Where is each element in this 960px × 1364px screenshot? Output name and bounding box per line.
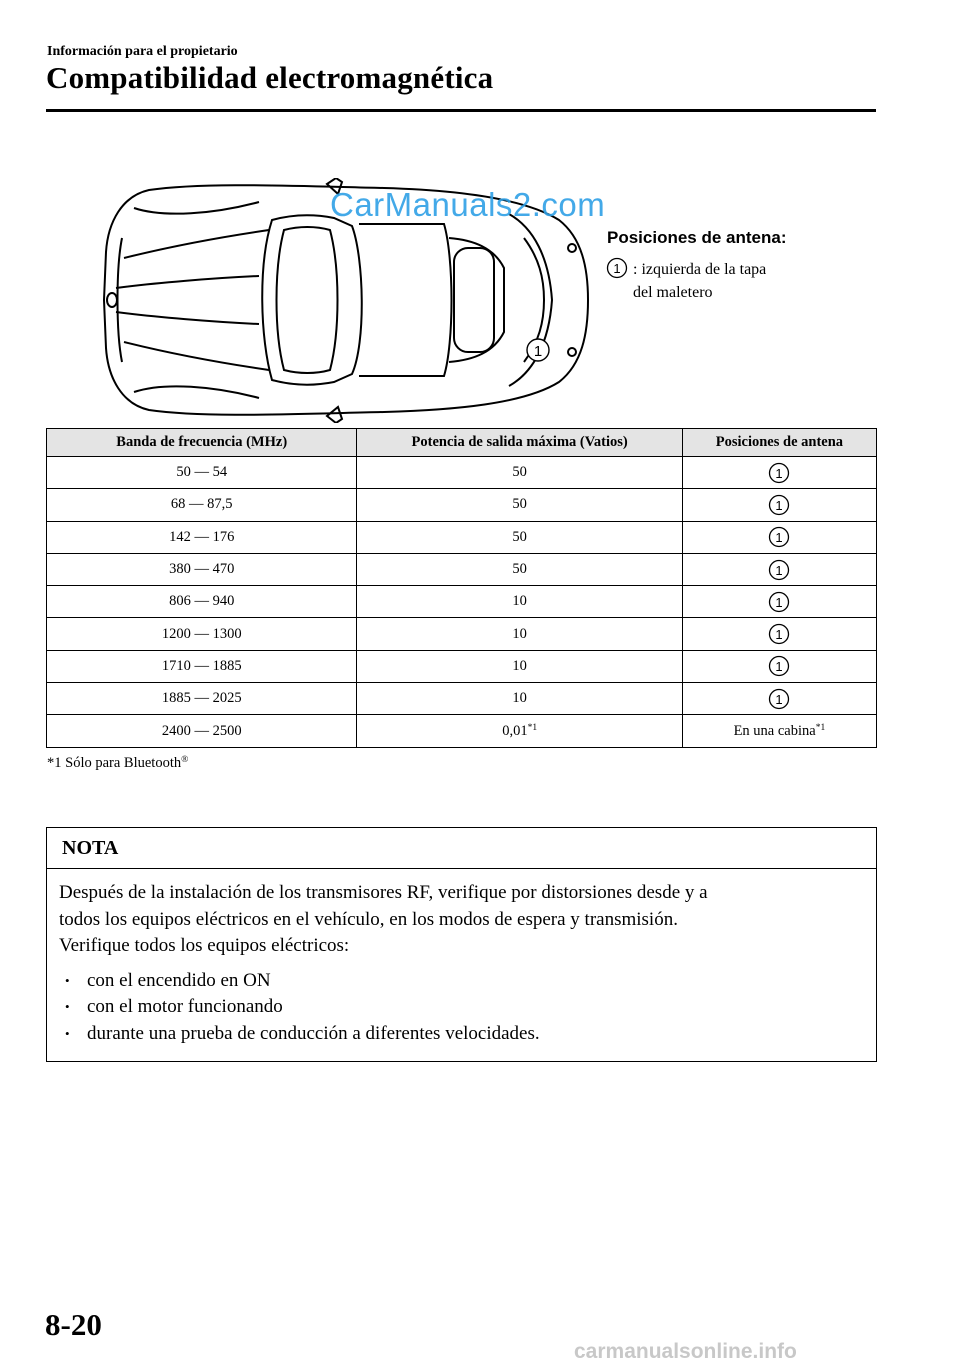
position-cell: [682, 650, 876, 682]
position-cell: [682, 521, 876, 553]
position-footnote-ref: *1: [815, 722, 826, 733]
legend-line-2: del maletero: [633, 284, 713, 301]
position-1-icon: [768, 462, 790, 484]
legend-line-1: : izquierda de la tapa: [633, 261, 767, 278]
legend-number-1-icon: [606, 257, 628, 279]
list-item: [59, 1021, 859, 1048]
position-cell: [682, 618, 876, 650]
band-cell: 380 — 470: [47, 553, 357, 585]
svg-text:1: 1: [775, 465, 784, 481]
frequency-table: [46, 428, 877, 748]
bullet-icon: •: [65, 972, 70, 988]
power-cell: 10: [357, 683, 682, 715]
note-paragraph-line: todos los equipos eléctricos en el vehículo, en los modos de espera y transmisión.: [59, 908, 678, 930]
bullet-icon: •: [65, 1025, 70, 1041]
table-row: [47, 553, 877, 585]
band-cell: 142 — 176: [47, 521, 357, 553]
position-cell: [682, 457, 876, 489]
position-1-icon: [768, 623, 790, 645]
note-title: NOTA: [62, 837, 119, 859]
note-paragraph-line: Verifique todos los equipos eléctricos:: [59, 935, 350, 956]
registered-mark: ®: [181, 755, 189, 765]
table-row: [47, 489, 877, 521]
band-cell: 2400 — 2500: [47, 715, 357, 747]
title-rule: [46, 109, 876, 112]
header-power: Potencia de salida máxima (Vatios): [357, 429, 682, 457]
list-item: [59, 968, 859, 995]
table-row: [47, 683, 877, 715]
power-value: 0,01: [502, 722, 528, 739]
note-box: [46, 827, 877, 1062]
position-cell: [682, 586, 876, 618]
svg-text:1: 1: [533, 343, 543, 360]
legend-title: Posiciones de antena:: [607, 228, 787, 247]
note-list: [59, 968, 859, 1048]
band-cell: 68 — 87,5: [47, 489, 357, 521]
position-1-icon: [768, 526, 790, 548]
list-item: [59, 994, 859, 1021]
position-cell: [682, 489, 876, 521]
watermark-top: CarManuals2.com: [330, 186, 606, 223]
antenna-callout-1: [527, 339, 549, 361]
band-cell: 1710 — 1885: [47, 650, 357, 682]
list-item-text: durante una prueba de conducción a diferentes velocidades.: [87, 1022, 540, 1044]
power-footnote-ref: *1: [527, 722, 538, 733]
svg-text:1: 1: [775, 627, 784, 643]
position-1-icon: [768, 655, 790, 677]
power-cell: 50: [357, 489, 682, 521]
list-item-text: con el motor funcionando: [87, 996, 283, 1017]
legend-text: [633, 258, 766, 304]
band-cell: 1885 — 2025: [47, 683, 357, 715]
power-cell: 10: [357, 650, 682, 682]
band-cell: 1200 — 1300: [47, 618, 357, 650]
svg-text:1: 1: [775, 530, 784, 546]
watermark-bottom: carmanualsonline.info: [574, 1340, 797, 1363]
page-title: Compatibilidad electromagnética: [46, 60, 494, 95]
position-1-icon: [768, 494, 790, 516]
list-item-text: con el encendido en ON: [87, 969, 271, 991]
svg-text:1: 1: [775, 594, 784, 610]
section-label: Información para el propietario: [47, 44, 238, 59]
power-cell: 50: [357, 553, 682, 585]
table-row: [47, 521, 877, 553]
band-cell: 50 — 54: [47, 457, 357, 489]
power-cell: 10: [357, 586, 682, 618]
svg-text:1: 1: [775, 562, 784, 578]
position-1-icon: [768, 559, 790, 581]
header-position: Posiciones de antena: [682, 429, 876, 457]
svg-text:1: 1: [775, 497, 784, 513]
power-cell: [357, 715, 682, 747]
table-header-row: [47, 429, 877, 457]
table-row: [47, 457, 877, 489]
position-cell: [682, 553, 876, 585]
footnote-text: *1 Sólo para Bluetooth: [47, 755, 182, 771]
svg-text:1: 1: [775, 659, 784, 675]
svg-text:1: 1: [775, 691, 784, 707]
note-body: [59, 880, 859, 1047]
power-cell: 50: [357, 457, 682, 489]
position-1-icon: [768, 591, 790, 613]
position-value: En una cabina: [733, 722, 816, 739]
table-row: [47, 586, 877, 618]
power-cell: 50: [357, 521, 682, 553]
position-cell: [682, 683, 876, 715]
note-header: [47, 828, 876, 869]
band-cell: 806 — 940: [47, 586, 357, 618]
table-row: [47, 715, 877, 747]
page-number: 8-20: [45, 1307, 102, 1342]
bullet-icon: •: [65, 999, 70, 1014]
table-row: [47, 618, 877, 650]
note-paragraph-line: Después de la instalación de los transmisores RF, verifique por distorsiones desde y a: [59, 882, 708, 903]
position-1-icon: [768, 688, 790, 710]
footnote: [47, 755, 188, 772]
svg-text:1: 1: [613, 261, 621, 276]
position-cell: [682, 715, 876, 747]
table-row: [47, 650, 877, 682]
power-cell: 10: [357, 618, 682, 650]
header-band: Banda de frecuencia (MHz): [47, 429, 357, 457]
